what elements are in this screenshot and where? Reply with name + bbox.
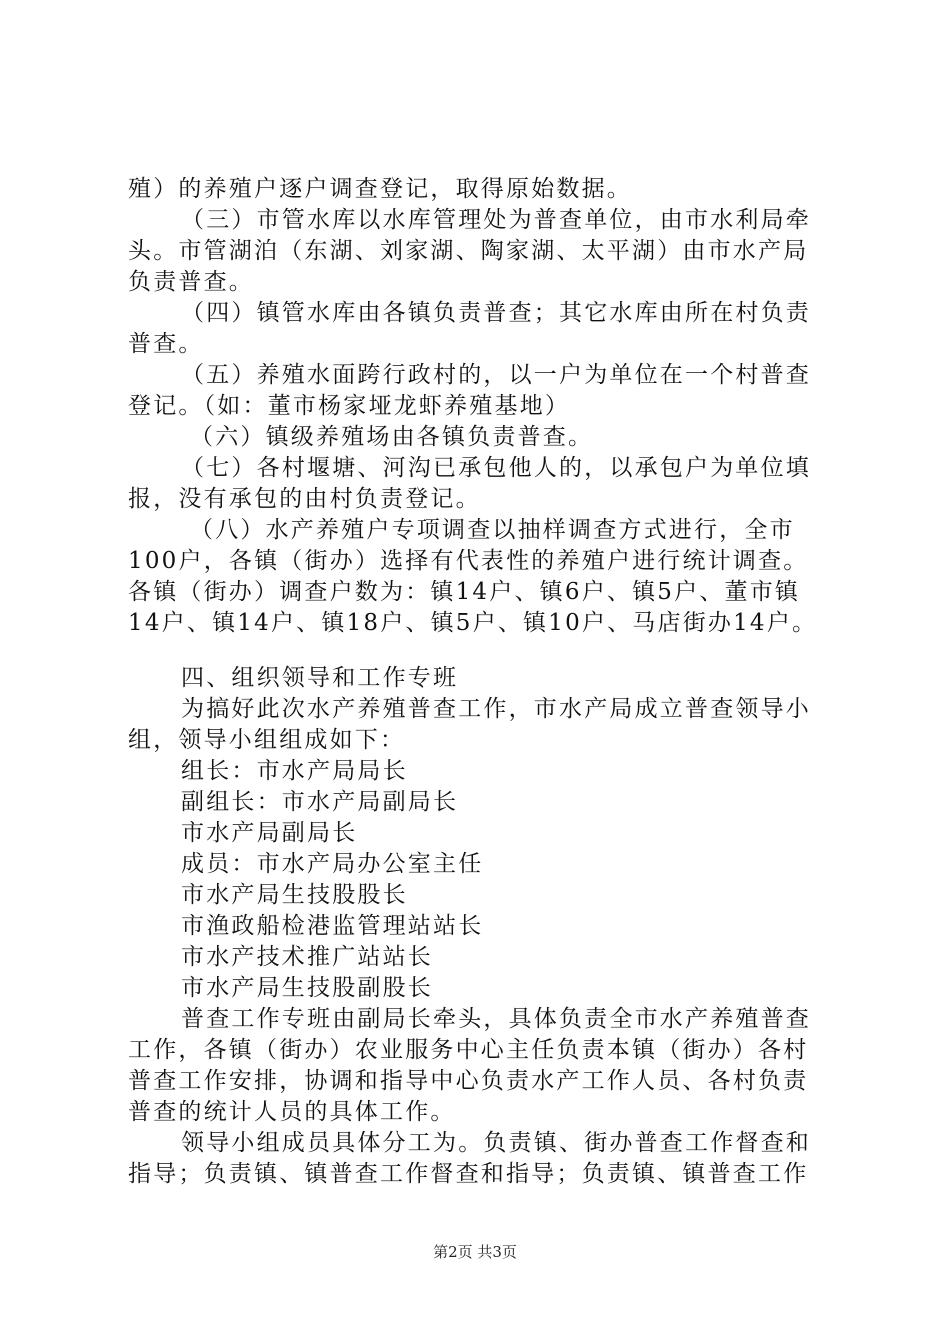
text-line: 市水产局副局长 xyxy=(181,820,358,846)
text-line: （八）水产养殖户专项调查以抽样调查方式进行，全市 xyxy=(190,517,795,543)
text-line: 成员：市水产局办公室主任 xyxy=(181,851,484,877)
text-line: 普查。 xyxy=(128,331,204,357)
text-line: 普查工作安排，协调和指导中心负责水产工作人员、各村负责 xyxy=(128,1068,809,1094)
text-line: 100户，各镇（街办）选择有代表性的养殖户进行统计调查。 xyxy=(128,548,809,574)
text-line: 组，领导小组组成如下： xyxy=(128,727,406,753)
text-line: 副组长：市水产局副局长 xyxy=(181,789,459,815)
page-number-footer: 第2页 共3页 xyxy=(433,1243,517,1261)
text-line: 组长：市水产局局长 xyxy=(181,758,408,784)
text-line: 指导；负责镇、镇普查工作督查和指导；负责镇、镇普查工作 xyxy=(128,1161,809,1187)
text-line: （四）镇管水库由各镇负责普查；其它水库由所在村负责 xyxy=(181,300,811,326)
text-line: 殖）的养殖户逐户调查登记，取得原始数据。 xyxy=(128,176,632,202)
text-line: 市渔政船检港监管理站站长 xyxy=(181,913,484,939)
text-line: 普查的统计人员的具体工作。 xyxy=(128,1099,456,1125)
text-line: （六）镇级养殖场由各镇负责普查。 xyxy=(190,424,594,450)
text-line: 领导小组成员具体分工为。负责镇、街办普查工作督查和 xyxy=(181,1130,811,1156)
text-line: 市水产技术推广站站长 xyxy=(181,944,433,970)
text-line: 登记。（如：董市杨家垭龙虾养殖基地） xyxy=(128,393,571,419)
text-line: 头。市管湖泊（东湖、刘家湖、陶家湖、太平湖）由市水产局 xyxy=(128,238,809,264)
text-line: 市水产局生技股副股长 xyxy=(181,975,433,1001)
text-line: 报，没有承包的由村负责登记。 xyxy=(128,486,481,512)
text-line: 负责普查。 xyxy=(128,269,254,295)
text-line: （七）各村堰塘、河沟已承包他人的，以承包户为单位填 xyxy=(181,455,811,481)
text-line: 为搞好此次水产养殖普查工作，市水产局成立普查领导小 xyxy=(181,696,811,722)
text-line: （三）市管水库以水库管理处为普查单位，由市水利局牵 xyxy=(181,207,811,233)
section-heading: 四、组织领导和工作专班 xyxy=(181,665,459,691)
text-line: （五）养殖水面跨行政村的，以一户为单位在一个村普查 xyxy=(181,362,811,388)
text-line: 市水产局生技股股长 xyxy=(181,882,408,908)
text-line: 14户、镇14户、镇18户、镇5户、镇10户、马店街办14户。 xyxy=(128,610,818,636)
text-line: 普查工作专班由副局长牵头，具体负责全市水产养殖普查 xyxy=(181,1006,811,1032)
text-line: 各镇（街办）调查户数为：镇14户、镇6户、镇5户、董市镇 xyxy=(128,579,801,605)
text-line: 工作，各镇（街办）农业服务中心主任负责本镇（街办）各村 xyxy=(128,1037,809,1063)
